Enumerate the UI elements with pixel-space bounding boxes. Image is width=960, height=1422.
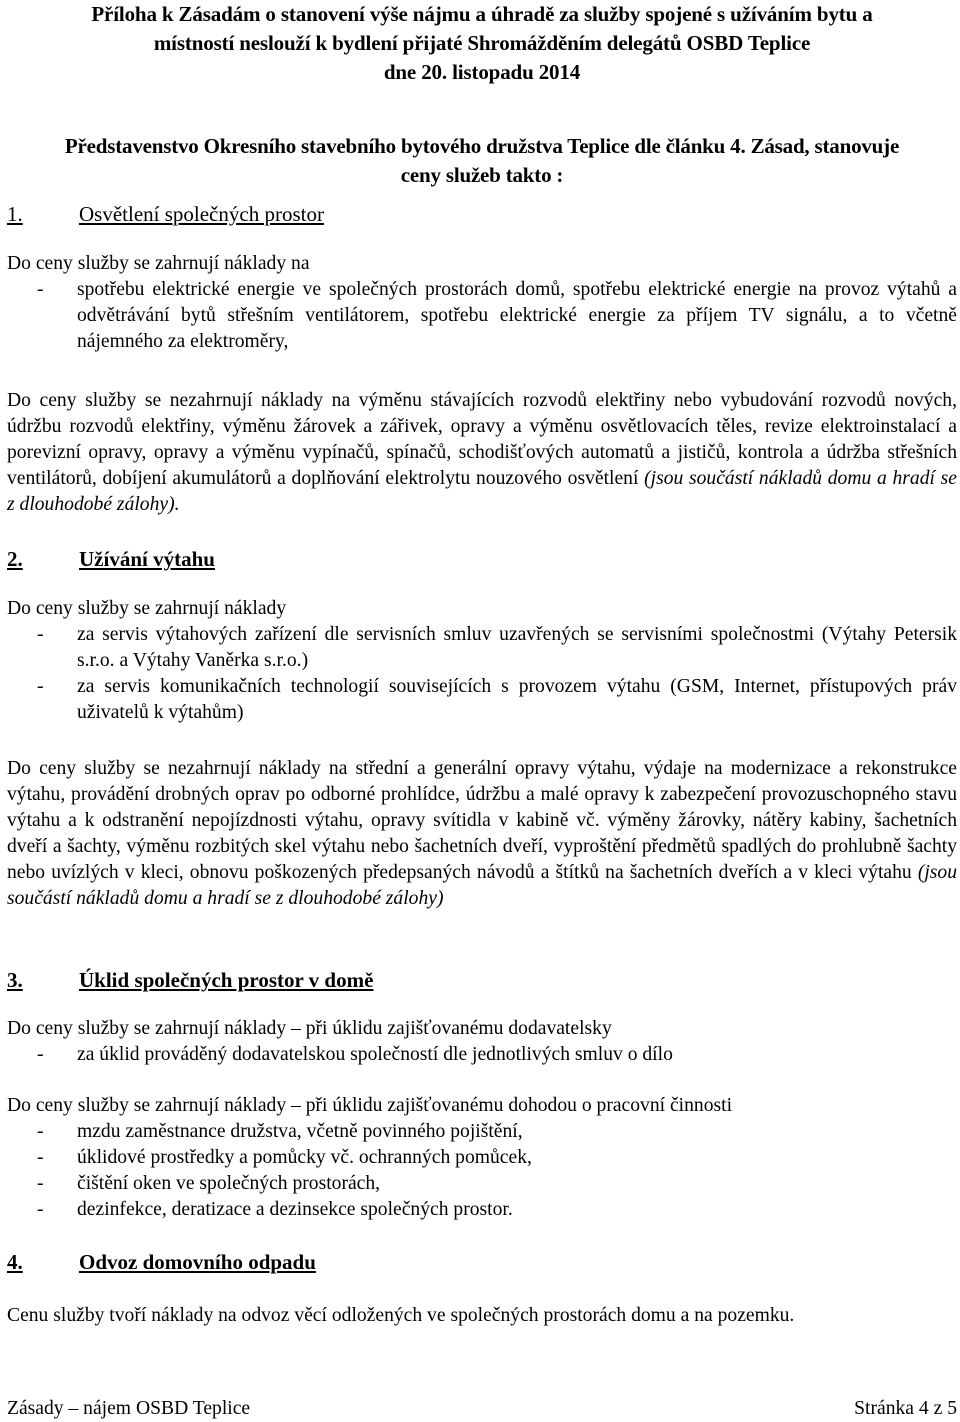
- footer-left: Zásady – nájem OSBD Teplice: [7, 1398, 251, 1419]
- section-4-heading: [7, 1248, 957, 1276]
- section-4-text: Cenu služby tvoří náklady na odvoz věcí odložených ve společných prostorách domu a na pozemku.: [7, 1305, 795, 1326]
- section-2-heading: [7, 545, 957, 573]
- list-item: - za úklid prováděný dodavatelskou společností dle jednotlivých smluv o dílo: [7, 1042, 957, 1068]
- dash-bullet: -: [37, 676, 44, 697]
- included-intro: Do ceny služby se zahrnují náklady: [7, 598, 287, 619]
- section-1-included: [7, 251, 957, 355]
- agreement-intro: Do ceny služby se zahrnují náklady – při úklidu zajišťovanému dohodou o pracovní činnosti: [7, 1095, 733, 1116]
- included-intro: Do ceny služby se zahrnují náklady na: [7, 253, 310, 274]
- annex-title-line: Příloha k Zásadám o stanovení výše nájmu a úhradě za služby spojené s užíváním bytu a: [91, 2, 873, 26]
- annex-title-line: dne 20. listopadu 2014: [383, 60, 581, 84]
- dash-bullet: -: [37, 1173, 44, 1194]
- excluded-text: Do ceny služby se nezahrnují náklady na střední a generální opravy výtahu, výdaje na modernizace a rekonstrukce výtahu, provádění drobných oprav po odborné prohlídce, údržbu a malé opravy k zabezpečení provozuschopného stavu výtahu a k odstranění nepojízdnosti výtahu, opravy svítidla v kabině vč. výměny žárovky, nátěry kabiny, šachetních dveří a šachty, výměnu rozbitých skel výtahu nebo šachetních dveří, vyproštění předmětů spadlých do prohlubně šachty nebo uvízlých v kleci, obnovu poškozených předepsaných návodů a štítků na šachetních dveřích a v kleci výtahu: [7, 758, 957, 883]
- section-title: Úklid společných prostor v domě: [79, 968, 374, 992]
- intro-line: Představenstvo Okresního stavebního bytového družstva Teplice dle článku 4. Zásad, stanovuje: [64, 134, 900, 158]
- section-3-agreement: [7, 1093, 957, 1223]
- list-item: - dezinfekce, deratizace a dezinsekce společných prostor.: [7, 1197, 957, 1223]
- section-3-contractor: [7, 1016, 957, 1068]
- dash-bullet: -: [37, 1199, 44, 1220]
- intro-statement: [7, 132, 957, 190]
- list-item: - úklidové prostředky a pomůcky vč. ochranných pomůcek,: [7, 1145, 957, 1171]
- section-number: 1.: [7, 202, 23, 226]
- page-number: Stránka 4 z 5: [854, 1398, 957, 1419]
- dash-bullet: -: [37, 1044, 44, 1065]
- section-1-excluded: [7, 388, 957, 518]
- dash-bullet: -: [37, 1121, 44, 1142]
- section-number: 3.: [7, 968, 23, 992]
- section-title: Odvoz domovního odpadu: [79, 1250, 316, 1274]
- page-footer: [7, 1396, 957, 1422]
- excluded-note: (jsou součástí nákladů domu a hradí se z dlouhodobé zálohy).: [7, 468, 957, 515]
- section-number: 2.: [7, 547, 23, 571]
- dash-bullet: -: [37, 624, 44, 645]
- contractor-intro: Do ceny služby se zahrnují náklady – při úklidu zajišťovanému dodavatelsky: [7, 1018, 612, 1039]
- list-item: - spotřebu elektrické energie ve společných prostorách domů, spotřebu elektrické energie na provoz výtahů a odvětrávání bytů střešním ventilátorem, spotřebu elektrické energie za příjem TV signálu, a to včetně nájemného za elektroměry,: [37, 279, 957, 352]
- annex-title-line: místností neslouží k bydlení přijaté Shromážděním delegátů OSBD Teplice: [153, 31, 811, 55]
- dash-bullet: -: [37, 279, 44, 300]
- list-item: - čištění oken ve společných prostorách,: [7, 1171, 957, 1197]
- section-2-included: [7, 596, 957, 726]
- section-3-heading: [7, 966, 957, 994]
- dash-bullet: -: [37, 1147, 44, 1168]
- section-title: Užívání výtahu: [79, 547, 215, 571]
- list-item: - mzdu zaměstnance družstva, včetně povinného pojištění,: [7, 1119, 957, 1145]
- annex-title: [7, 0, 957, 87]
- intro-line: ceny služeb takto :: [400, 163, 564, 187]
- list-item: - za servis výtahových zařízení dle servisních smluv uzavřených se servisními společnostmi (Výtahy Petersik s.r.o. a Výtahy Vaněrka s.r.o.): [37, 624, 957, 671]
- excluded-text: Do ceny služby se nezahrnují náklady na výměnu stávajících rozvodů elektřiny nebo vybudování rozvodů nových, údržbu rozvodů elektřiny, výměnu žárovek a zářivek, opravy a výměnu osvětlovacích těles, revize elektroinstalací a porevizní opravy, opravy a výměnu vypínačů, spínačů, schodišťových automatů a jističů, kontrola a údržba střešních ventilátorů, dobíjení akumulátorů a doplňování elektrolytu nouzového osvětlení: [7, 390, 957, 489]
- section-number: 4.: [7, 1250, 23, 1274]
- section-1-heading: [7, 200, 957, 228]
- section-2-excluded: [7, 756, 957, 912]
- section-title: Osvětlení společných prostor: [79, 202, 324, 226]
- list-item: - za servis komunikačních technologií souvisejících s provozem výtahu (GSM, Internet, přístupových práv uživatelů k výtahům): [37, 676, 957, 723]
- excluded-note: (jsou součástí nákladů domu a hradí se z dlouhodobé zálohy): [7, 862, 957, 909]
